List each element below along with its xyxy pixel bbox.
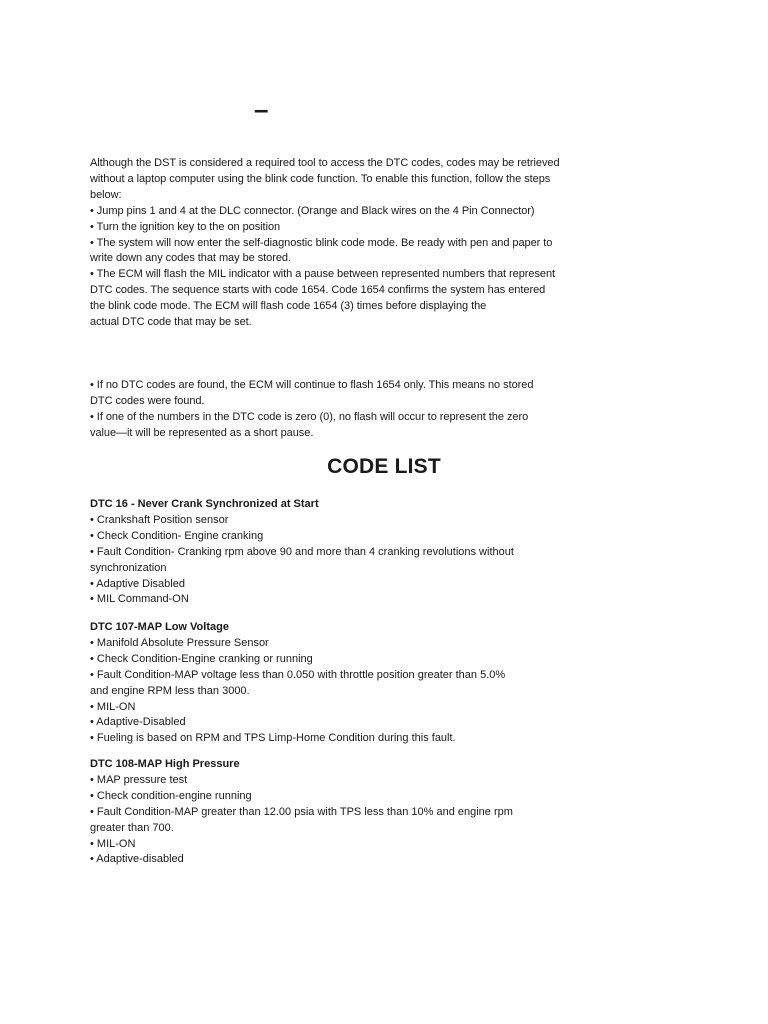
dtc-heading: DTC 108-MAP High Pressure — [90, 758, 240, 770]
intro-note-line: value—it will be represented as a short pause. — [90, 426, 314, 439]
dtc-bullet: • MAP pressure test — [90, 773, 188, 786]
intro-paragraph — [90, 156, 700, 331]
dtc-bullet: • Check Condition-Engine cranking or running — [90, 652, 313, 665]
dtc-bullet: • Fault Condition-MAP voltage less than 0.050 with throttle position greater than 5.0% — [90, 668, 506, 681]
dtc-bullet: • Check Condition- Engine cranking — [90, 529, 264, 542]
intro-line: below: — [90, 188, 122, 201]
dtc-heading: DTC 16 - Never Crank Synchronized at Start — [90, 498, 319, 510]
dtc-bullet: • Check condition-engine running — [90, 789, 252, 802]
dtc-108-section — [90, 757, 700, 868]
dtc-bullet: • Fueling is based on RPM and TPS Limp-Home Condition during this fault. — [90, 732, 456, 745]
dtc-16-section — [90, 497, 700, 608]
intro-line: actual DTC code that may be set. — [90, 316, 252, 329]
header-dash: – — [254, 94, 269, 124]
intro-bullet: • The system will now enter the self-diagnostic blink code mode. Be ready with pen and paper to — [90, 236, 553, 249]
intro-note-bullet: • If one of the numbers in the DTC code is zero (0), no flash will occur to represent the zero — [90, 410, 529, 423]
intro-line: Although the DST is considered a required tool to access the DTC codes, codes may be retrieved — [90, 157, 560, 169]
dtc-bullet: • Fault Condition- Cranking rpm above 90 and more than 4 cranking revolutions without — [90, 545, 514, 558]
intro-line: write down any codes that may be stored. — [90, 252, 291, 265]
dtc-bullet: • Fault Condition-MAP greater than 12.00 psia with TPS less than 10% and engine rpm — [90, 805, 513, 818]
dtc-line: synchronization — [90, 561, 167, 574]
dtc-bullet: • MIL-ON — [90, 837, 136, 850]
intro-line: DTC codes. The sequence starts with code 1654. Code 1654 confirms the system has entered — [90, 284, 546, 297]
dtc-bullet: • Adaptive-Disabled — [90, 716, 186, 729]
dtc-107-section — [90, 620, 700, 747]
intro-bullet: • Jump pins 1 and 4 at the DLC connector. (Orange and Black wires on the 4 Pin Connector) — [90, 204, 535, 217]
dtc-line: and engine RPM less than 3000. — [90, 684, 250, 697]
dtc-line: greater than 700. — [90, 821, 174, 834]
dtc-bullet: • Adaptive Disabled — [90, 577, 185, 590]
dtc-bullet: • MIL-ON — [90, 700, 136, 713]
dtc-bullet: • Adaptive-disabled — [90, 853, 184, 866]
code-list-title: CODE LIST — [327, 455, 441, 478]
intro-notes — [90, 378, 700, 442]
intro-line: without a laptop computer using the blink code function. To enable this function, follow the steps — [90, 172, 551, 185]
dtc-bullet: • Crankshaft Position sensor — [90, 513, 229, 526]
intro-note-line: DTC codes were found. — [90, 394, 205, 407]
intro-note-bullet: • If no DTC codes are found, the ECM will continue to flash 1654 only. This means no stored — [90, 379, 534, 391]
dtc-bullet: • MIL Command-ON — [90, 593, 189, 606]
intro-bullet: • The ECM will flash the MIL indicator with a pause between represented numbers that represent — [90, 268, 556, 281]
dtc-bullet: • Manifold Absolute Pressure Sensor — [90, 636, 269, 649]
intro-line: the blink code mode. The ECM will flash code 1654 (3) times before displaying the — [90, 300, 487, 313]
intro-bullet: • Turn the ignition key to the on position — [90, 220, 281, 233]
dtc-heading: DTC 107-MAP Low Voltage — [90, 621, 229, 633]
